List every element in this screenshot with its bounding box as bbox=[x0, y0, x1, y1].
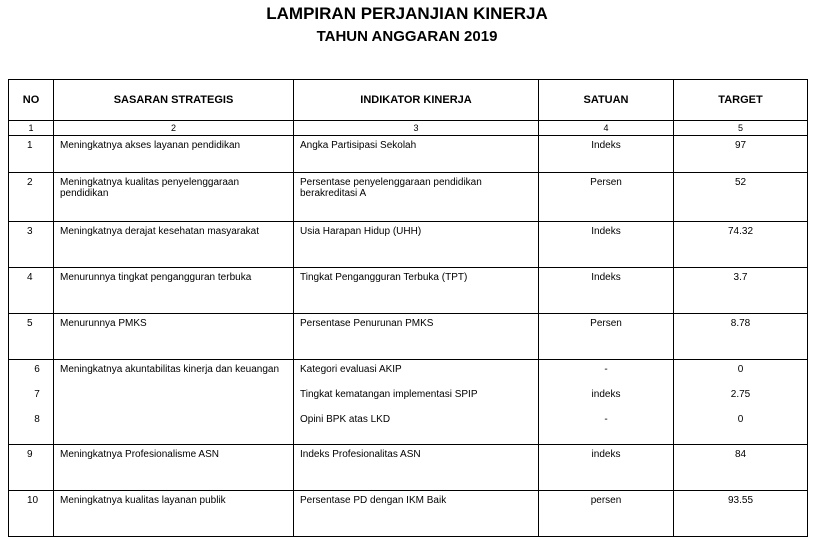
row-target: 74.32 bbox=[727, 226, 754, 237]
row-target: 52 bbox=[734, 177, 747, 188]
row-target: 84 bbox=[734, 449, 747, 460]
performance-table bbox=[8, 79, 808, 537]
row-satuan: Persen bbox=[590, 318, 622, 329]
row-indikator: Angka Partisipasi Sekolah bbox=[300, 140, 417, 151]
row-satuan: Indeks bbox=[591, 226, 621, 237]
row-sasaran: Meningkatnya kualitas penyelenggaraan pendidikan bbox=[60, 177, 240, 199]
table-row bbox=[9, 222, 808, 268]
row-indikator: Persentase PD dengan IKM Baik bbox=[300, 495, 447, 506]
row-indikator: Opini BPK atas LKD bbox=[300, 414, 391, 425]
row-indikator: Tingkat Pengangguran Terbuka (TPT) bbox=[300, 272, 468, 283]
row-sasaran: Meningkatnya kualitas layanan publik bbox=[60, 495, 226, 506]
row-indikator: Tingkat kematangan implementasi SPIP bbox=[300, 389, 478, 400]
row-satuan: persen bbox=[590, 495, 622, 506]
header-indikator: INDIKATOR KINERJA bbox=[294, 80, 539, 121]
row-no: 2 bbox=[27, 177, 33, 188]
row-satuan: Persen bbox=[590, 177, 622, 188]
row-target: 3.7 bbox=[733, 272, 748, 283]
row-sasaran: Meningkatnya Profesionalisme ASN bbox=[60, 449, 219, 460]
row-indikator: Kategori evaluasi AKIP bbox=[300, 364, 402, 375]
col-number: 2 bbox=[54, 121, 294, 136]
row-no: 9 bbox=[27, 449, 33, 460]
col-number: 3 bbox=[294, 121, 539, 136]
document-subtitle: TAHUN ANGGARAN 2019 bbox=[316, 28, 498, 45]
row-indikator: Persentase Penurunan PMKS bbox=[300, 318, 434, 329]
row-no: 10 bbox=[27, 495, 39, 506]
col-number: 5 bbox=[674, 121, 808, 136]
row-sasaran: Meningkatnya derajat kesehatan masyarakat bbox=[60, 226, 260, 237]
table-row bbox=[9, 314, 808, 360]
col-number: 4 bbox=[539, 121, 674, 136]
row-target: 0 bbox=[737, 364, 744, 375]
row-sasaran: Menurunnya PMKS bbox=[60, 318, 147, 329]
row-satuan: - bbox=[604, 364, 608, 375]
header-target: TARGET bbox=[674, 80, 808, 121]
table-row bbox=[9, 268, 808, 314]
table-row bbox=[9, 136, 808, 173]
table-row-group bbox=[9, 360, 808, 445]
row-no: 3 bbox=[27, 226, 33, 237]
header-satuan: SATUAN bbox=[539, 80, 674, 121]
row-satuan: - bbox=[604, 414, 608, 425]
row-indikator: Persentase penyelenggaraan pendidikan berakreditasi A bbox=[300, 177, 482, 199]
row-no: 6 bbox=[34, 364, 40, 375]
row-no: 1 bbox=[27, 140, 33, 151]
table-row bbox=[9, 491, 808, 537]
header-no: NO bbox=[9, 80, 54, 121]
row-no: 7 bbox=[34, 389, 40, 400]
column-number-row bbox=[9, 121, 808, 136]
row-sasaran: Menurunnya tingkat pengangguran terbuka bbox=[60, 272, 252, 283]
row-no: 4 bbox=[27, 272, 33, 283]
row-target: 0 bbox=[737, 414, 744, 425]
table-row bbox=[9, 173, 808, 222]
col-number: 1 bbox=[9, 121, 54, 136]
row-target: 93.55 bbox=[727, 495, 754, 506]
row-indikator: Indeks Profesionalitas ASN bbox=[300, 449, 421, 460]
row-no: 5 bbox=[27, 318, 33, 329]
row-sasaran: Meningkatnya akuntabilitas kinerja dan keuangan bbox=[60, 364, 280, 375]
row-satuan: Indeks bbox=[591, 140, 621, 151]
table-row bbox=[9, 445, 808, 491]
row-target: 8.78 bbox=[730, 318, 751, 329]
header-sasaran: SASARAN STRATEGIS bbox=[54, 80, 294, 121]
row-indikator: Usia Harapan Hidup (UHH) bbox=[300, 226, 422, 237]
row-satuan: indeks bbox=[591, 449, 621, 460]
row-satuan: indeks bbox=[591, 389, 621, 400]
row-target: 2.75 bbox=[730, 389, 751, 400]
row-sasaran: Meningkatnya akses layanan pendidikan bbox=[60, 140, 241, 151]
document-title: LAMPIRAN PERJANJIAN KINERJA bbox=[266, 4, 548, 23]
row-satuan: Indeks bbox=[591, 272, 621, 283]
table-header-row bbox=[9, 80, 808, 121]
row-no: 8 bbox=[34, 414, 40, 425]
row-target: 97 bbox=[734, 140, 747, 151]
